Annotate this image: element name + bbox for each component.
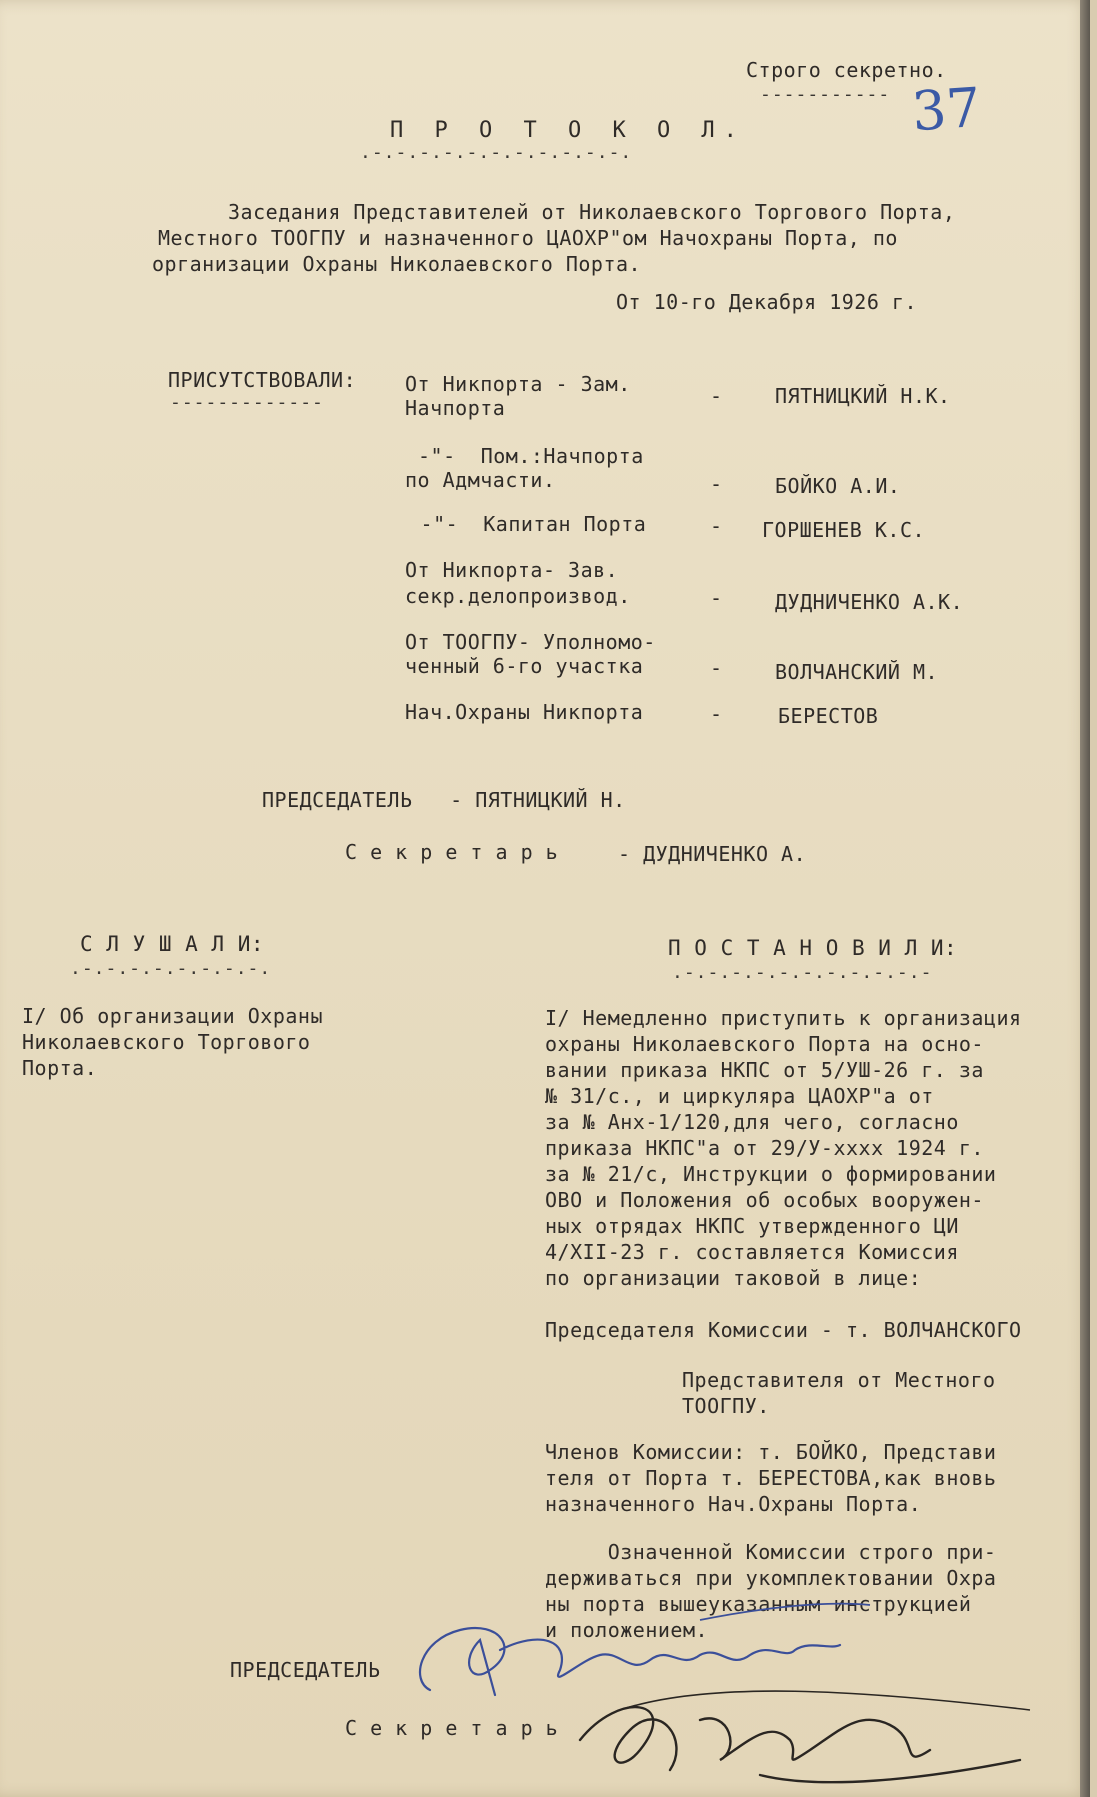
resolution-line: охраны Николаевского Порта на осно- xyxy=(545,1032,984,1056)
attendee-role: -"- Капитан Порта xyxy=(408,512,647,536)
secretary-signature xyxy=(560,1680,1060,1797)
attendee-role: ченный 6-го участка xyxy=(405,654,644,678)
intro-line-3: организации Охраны Николаевского Порта. xyxy=(152,252,642,276)
heard-line-1: I/ Об организации Охраны xyxy=(22,1004,323,1028)
commission-chair-line: Председателя Комиссии - т. ВОЛЧАНСКОГО xyxy=(545,1318,1022,1342)
attendee-name: ГОРШЕНЕВ К.С. xyxy=(762,518,926,542)
attendee-dash: - xyxy=(710,384,723,408)
handwritten-page-number: 37 xyxy=(909,75,983,144)
heard-line-3: Порта. xyxy=(22,1056,98,1080)
secretary-name: - ДУДНИЧЕНКО А. xyxy=(618,842,807,866)
meeting-date: От 10-го Декабря 1926 г. xyxy=(616,290,917,314)
attendee-name: ВОЛЧАНСКИЙ М. xyxy=(775,660,939,684)
final-line: ны порта вышеуказанным инструкцией xyxy=(545,1592,972,1616)
final-line: и положением. xyxy=(545,1618,709,1642)
attendees-label: ПРИСУТСТВОВАЛИ: xyxy=(168,368,357,392)
attendee-role: -"- Пом.:Начпорта xyxy=(418,444,644,468)
heard-line-2: Николаевского Торгового xyxy=(22,1030,311,1054)
attendees-label-underline: ------------- xyxy=(170,392,324,413)
attendee-role: От ТООГПУ- Уполномо- xyxy=(405,630,656,654)
title-underline: .-.-.-.-.-.-.-.-.-.-.-. xyxy=(360,142,633,163)
attendee-name: ДУДНИЧЕНКО А.К. xyxy=(775,590,964,614)
resolved-heading: П О С Т А Н О В И Л И: xyxy=(668,936,958,960)
signature-secretary-label: С е к р е т а р ь xyxy=(345,1716,559,1740)
resolution-line: приказа НКПС"а от 29/У-xxxx 1924 г. xyxy=(545,1136,984,1160)
attendee-role: секр.делопроизвод. xyxy=(405,584,631,608)
intro-line-1: Заседания Представителей от Николаевского Торгового Порта, xyxy=(228,200,956,224)
classification-underline: ----------- xyxy=(760,84,891,105)
secretary-label: С е к р е т а р ь xyxy=(345,840,559,864)
members-line: теля от Порта т. БЕРЕСТОВА,как вновь xyxy=(545,1466,997,1490)
attendee-dash: - xyxy=(710,514,723,538)
resolution-line: вании приказа НКПС от 5/УШ-26 г. за xyxy=(545,1058,984,1082)
resolved-heading-underline: .-.-.-.-.-.-.-.-.-.-.- xyxy=(672,962,933,983)
attendee-role: по Адмчасти. xyxy=(405,468,556,492)
document-title: П Р О Т О К О Л. xyxy=(390,118,746,143)
resolution-line: № 31/с., и циркуляра ЦАОХР"а от xyxy=(545,1084,934,1108)
intro-line-2: Местного ТООГПУ и назначенного ЦАОХР"ом Начохраны Порта, по xyxy=(158,226,898,250)
resolution-line: ОВО и Положения об особых вооружен- xyxy=(545,1188,984,1212)
chairman-line: ПРЕДСЕДАТЕЛЬ - ПЯТНИЦКИЙ Н. xyxy=(262,788,626,812)
attendee-dash: - xyxy=(710,472,723,496)
attendee-dash: - xyxy=(710,586,723,610)
resolution-line: 4/XII-23 г. составляется Комиссия xyxy=(545,1240,959,1264)
attendee-role: Начпорта xyxy=(405,396,506,420)
resolution-line: по организации таковой в лице: xyxy=(545,1266,922,1290)
resolution-line: ных отрядах НКПС утвержденного ЦИ xyxy=(545,1214,959,1238)
attendee-dash: - xyxy=(710,702,723,726)
final-line: держиваться при укомплектовании Охра xyxy=(545,1566,997,1590)
attendee-role: Нач.Охраны Никпорта xyxy=(405,700,644,724)
attendee-dash: - xyxy=(710,656,723,680)
members-line: Членов Комиссии: т. БОЙКО, Представи xyxy=(545,1440,997,1464)
resolution-line: за № Анх-1/120,для чего, согласно xyxy=(545,1110,959,1134)
attendee-name: БОЙКО А.И. xyxy=(775,474,901,498)
representative-line: ТООГПУ. xyxy=(682,1394,770,1418)
resolution-line: I/ Немедленно приступить к организация xyxy=(545,1006,1022,1030)
resolution-line: за № 21/с, Инструкции о формировании xyxy=(545,1162,997,1186)
page-edge xyxy=(1080,0,1090,1797)
attendee-role: От Никпорта- Зав. xyxy=(405,558,619,582)
signature-chair-label: ПРЕДСЕДАТЕЛЬ xyxy=(230,1658,381,1682)
attendee-name: ПЯТНИЦКИЙ Н.К. xyxy=(775,384,951,408)
representative-line: Представителя от Местного xyxy=(682,1368,996,1392)
heard-heading-underline: .-.-.-.-.-.-.-.-. xyxy=(70,958,272,979)
final-line: Означенной Комиссии строго при- xyxy=(545,1540,997,1564)
attendee-name: БЕРЕСТОВ xyxy=(778,704,879,728)
members-line: назначенного Нач.Охраны Порта. xyxy=(545,1492,922,1516)
attendee-role: От Никпорта - Зам. xyxy=(405,372,631,396)
heard-heading: С Л У Ш А Л И: xyxy=(80,932,265,956)
classification-stamp: Строго секретно. xyxy=(746,58,947,82)
